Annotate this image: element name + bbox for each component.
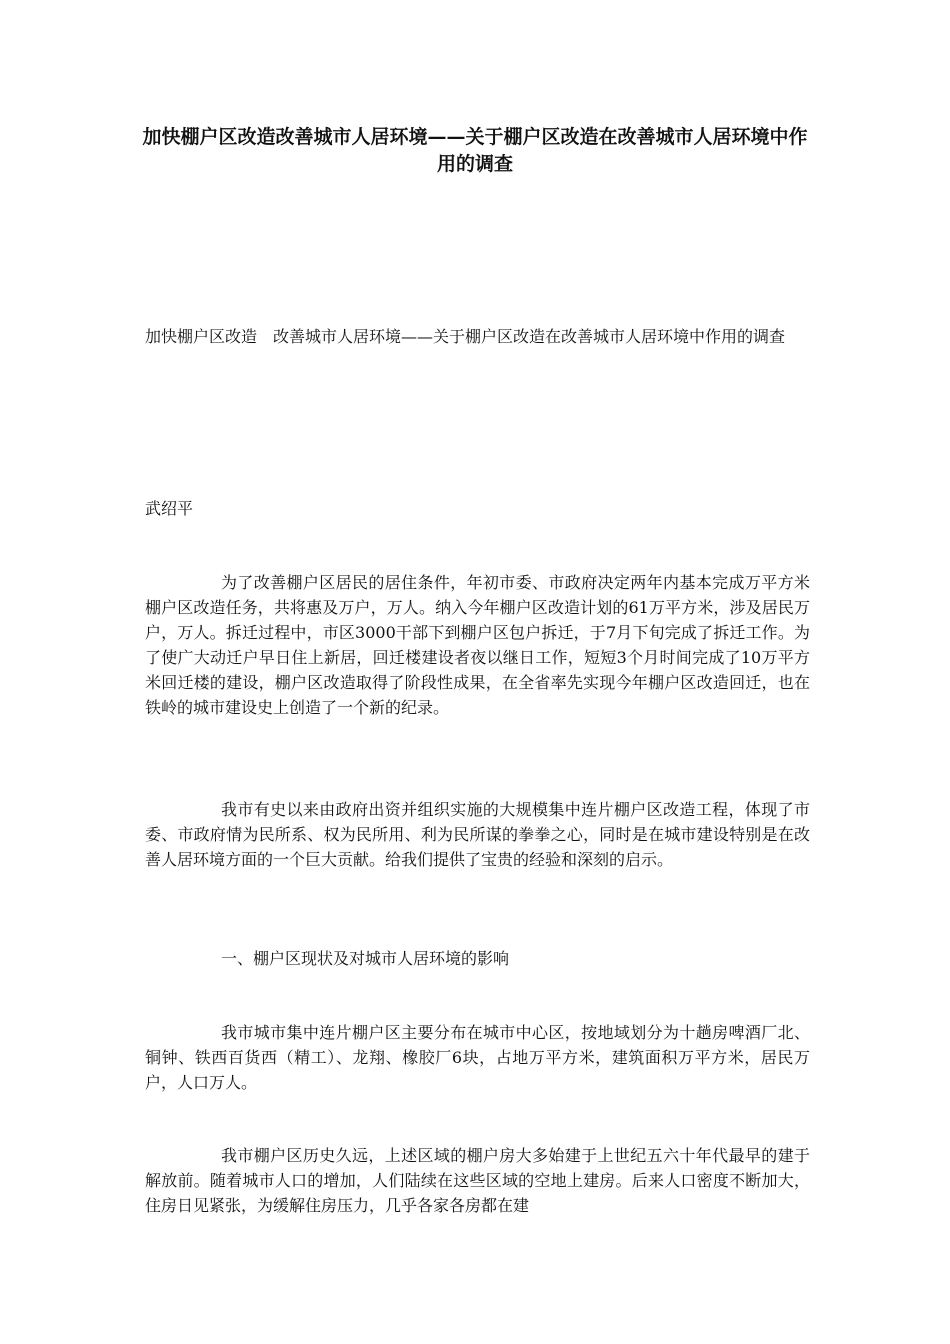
section-heading: 一、棚户区现状及对城市人居环境的影响 <box>221 949 510 968</box>
document-title: 加快棚户区改造改善城市人居环境——关于棚户区改造在改善城市人居环境中作用的调查 <box>142 126 808 175</box>
body-paragraph: 为了改善棚户区居民的居住条件，年初市委、市政府决定两年内基本完成万平方米棚户区改造任务，共将惠及万户，万人。纳入今年棚户区改造计划的61万平方米，涉及居民万户，万人。拆迁过程中，市区3000干部下到棚户区包户拆迁，于7月下旬完成了拆迁工作。为了使广大动迁户早日住上新居，回迁楼建设者夜以继日工作，短短3个月时间完成了10万平方米回迁楼的建设，棚户区改造取得了阶段性成果，在全省率先实现今年棚户区改造回迁，也在铁岭的城市建设史上创造了一个新的纪录。 <box>145 573 810 717</box>
body-paragraph: 我市城市集中连片棚户区主要分布在城市中心区，按地域划分为十趟房啤酒厂北、铜钟、铁西百货西（精工）、龙翔、橡胶厂6块，占地万平方米，建筑面积万平方米，居民万户，人口万人。 <box>145 1023 810 1092</box>
author-name: 武绍平 <box>145 499 194 518</box>
body-paragraph: 我市有史以来由政府出资并组织实施的大规模集中连片棚户区改造工程，体现了市委、市政府情为民所系、权为民所用、利为民所谋的拳拳之心，同时是在城市建设特别是在改善人居环境方面的一个巨大贡献。给我们提供了宝贵的经验和深刻的启示。 <box>145 800 810 869</box>
body-paragraph: 我市棚户区历史久远，上述区域的棚户房大多始建于上世纪五六十年代最早的建于解放前。随着城市人口的增加，人们陆续在这些区域的空地上建房。后来人口密度不断加大，住房日见紧张，为缓解住房压力，几乎各家各房都在建 <box>145 1146 810 1215</box>
document-subtitle: 加快棚户区改造 改善城市人居环境——关于棚户区改造在改善城市人居环境中作用的调查 <box>145 327 786 346</box>
